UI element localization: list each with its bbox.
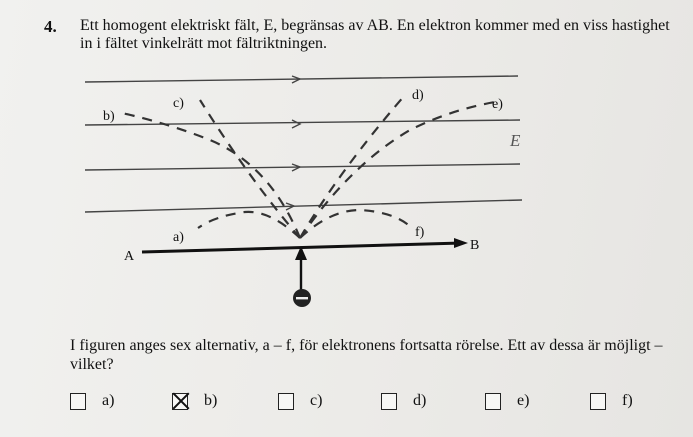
- field-line: [85, 164, 520, 170]
- question-description: I figuren anges sex alternativ, a – f, för elektronens fortsatta rörelse. Ett av dessa är möjligt – vilket?: [70, 337, 663, 373]
- field-arrow-icon: [292, 120, 300, 128]
- answer-choices: [0, 388, 693, 418]
- checkbox-icon[interactable]: [590, 393, 606, 410]
- choice-d[interactable]: [381, 388, 426, 414]
- choice-e[interactable]: [485, 388, 529, 414]
- path-c: [200, 100, 300, 238]
- boundary-arrow-icon: [454, 238, 468, 248]
- path-label-f: f): [415, 225, 425, 240]
- path-label-b: b): [103, 109, 115, 124]
- path-label-a: a): [173, 230, 184, 245]
- choice-label: c): [310, 392, 323, 409]
- path-b: [122, 113, 300, 238]
- field-label: E: [510, 131, 521, 150]
- path-label-c: c): [173, 96, 184, 111]
- path-f: [300, 210, 412, 238]
- choice-label: e): [517, 392, 530, 409]
- point-a-label: A: [124, 249, 135, 264]
- checkbox-icon[interactable]: [278, 393, 294, 410]
- question-number: 4.: [44, 17, 57, 36]
- choice-a[interactable]: [70, 388, 114, 414]
- electron-minus-sign: [296, 297, 308, 299]
- field-line: [85, 200, 522, 212]
- choice-b[interactable]: [172, 388, 217, 414]
- path-label-e: e): [492, 97, 503, 112]
- choice-label: a): [102, 392, 115, 409]
- question-text: Ett homogent elektriskt fält, E, begränsas av AB. En elektron kommer med en viss hastighet in i fältet vinkelrätt mot fältriktningen.: [80, 17, 670, 52]
- checkbox-icon[interactable]: [70, 393, 86, 410]
- checkbox-icon[interactable]: [381, 393, 397, 410]
- choice-f[interactable]: [590, 388, 633, 414]
- choice-label: f): [622, 392, 633, 409]
- choice-label: b): [204, 392, 218, 409]
- point-b-label: B: [470, 238, 480, 253]
- path-a: [198, 212, 300, 238]
- checked-checkbox-icon[interactable]: [172, 393, 188, 410]
- choice-label: d): [413, 392, 427, 409]
- path-label-d: d): [412, 88, 424, 103]
- checkbox-icon[interactable]: [485, 393, 501, 410]
- choice-c[interactable]: [278, 388, 322, 414]
